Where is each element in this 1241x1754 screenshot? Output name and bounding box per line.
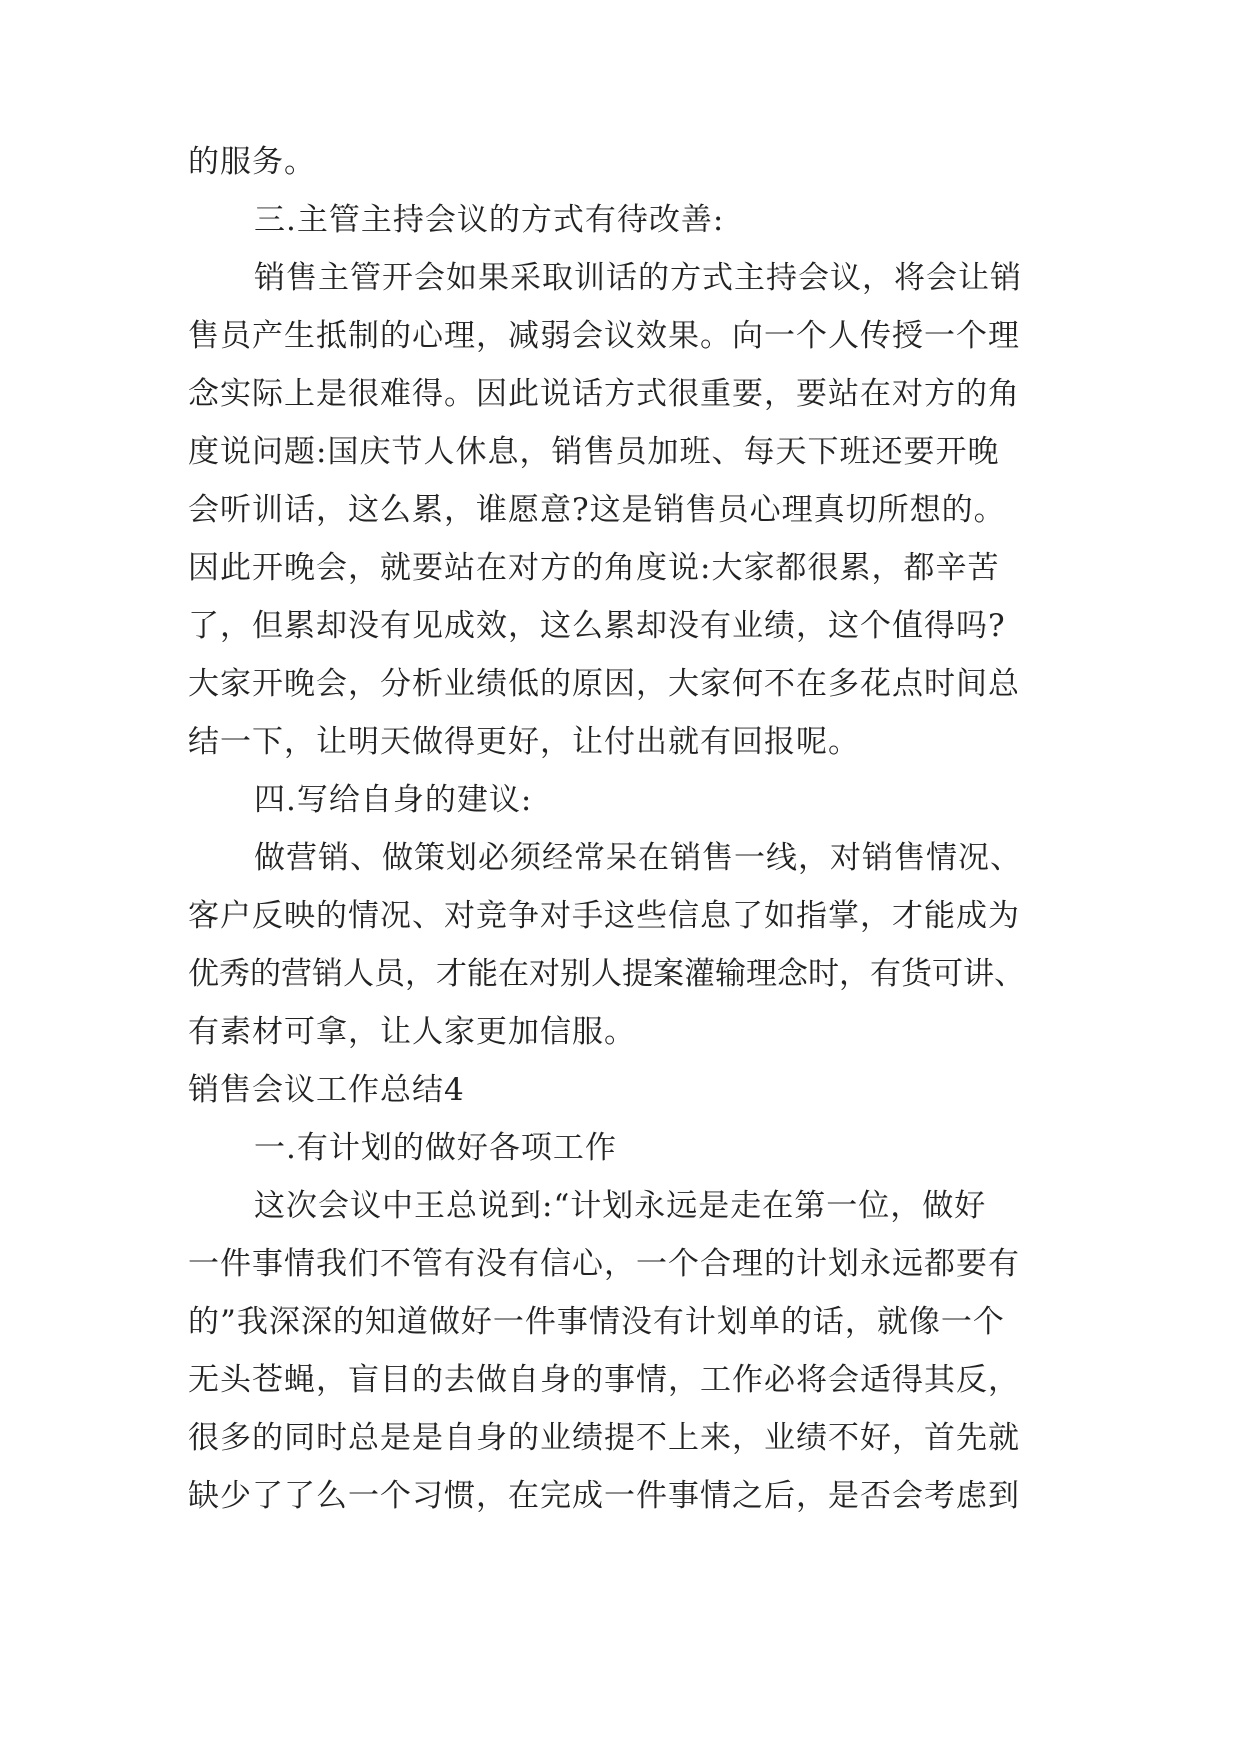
section-heading: 四.写给自身的建议: — [254, 782, 533, 818]
paragraph-line: 缺少了了么一个习惯，在完成一件事情之后，是否会考虑到 — [188, 1478, 1020, 1514]
section-heading: 一.有计划的做好各项工作 — [254, 1130, 617, 1166]
paragraph-line: 大家开晚会，分析业绩低的原因，大家何不在多花点时间总 — [188, 666, 1020, 702]
paragraph-line: 会听训话，这么累，谁愿意?这是销售员心理真切所想的。 — [188, 492, 1006, 528]
paragraph-line: 了，但累却没有见成效，这么累却没有业绩，这个值得吗? — [188, 608, 1006, 644]
paragraph-line: 售员产生抵制的心理，减弱会议效果。向一个人传授一个理 — [188, 318, 1020, 354]
paragraph-line: 有素材可拿，让人家更加信服。 — [188, 1014, 636, 1050]
paragraph-line: 因此开晚会，就要站在对方的角度说:大家都很累，都辛苦 — [188, 550, 1000, 586]
paragraph-line: 结一下，让明天做得更好，让付出就有回报呢。 — [188, 724, 860, 760]
paragraph-line: 优秀的营销人员，才能在对别人提案灌输理念时，有货可讲、 — [188, 956, 1025, 992]
paragraph-line: 的服务。 — [188, 144, 316, 180]
paragraph-line: 度说问题:国庆节人休息，销售员加班、每天下班还要开晚 — [188, 434, 1000, 470]
section-heading: 三.主管主持会议的方式有待改善: — [254, 202, 725, 238]
paragraph-line: 这次会议中王总说到:“计划永远是走在第一位，做好 — [254, 1188, 987, 1224]
paragraph-line: 销售主管开会如果采取训话的方式主持会议，将会让销 — [254, 260, 1022, 296]
paragraph-line: 念实际上是很难得。因此说话方式很重要，要站在对方的角 — [188, 376, 1020, 412]
paragraph-line: 无头苍蝇，盲目的去做自身的事情，工作必将会适得其反， — [188, 1362, 1020, 1398]
paragraph-line: 客户反映的情况、对竞争对手这些信息了如指掌，才能成为 — [188, 898, 1020, 934]
document-title: 销售会议工作总结4 — [188, 1072, 465, 1108]
paragraph-line: 一件事情我们不管有没有信心，一个合理的计划永远都要有 — [188, 1246, 1020, 1282]
paragraph-line: 做营销、做策划必须经常呆在销售一线，对销售情况、 — [254, 840, 1022, 876]
paragraph-line: 很多的同时总是是自身的业绩提不上来，业绩不好，首先就 — [188, 1420, 1020, 1456]
paragraph-line: 的”我深深的知道做好一件事情没有计划单的话，就像一个 — [188, 1304, 1005, 1340]
